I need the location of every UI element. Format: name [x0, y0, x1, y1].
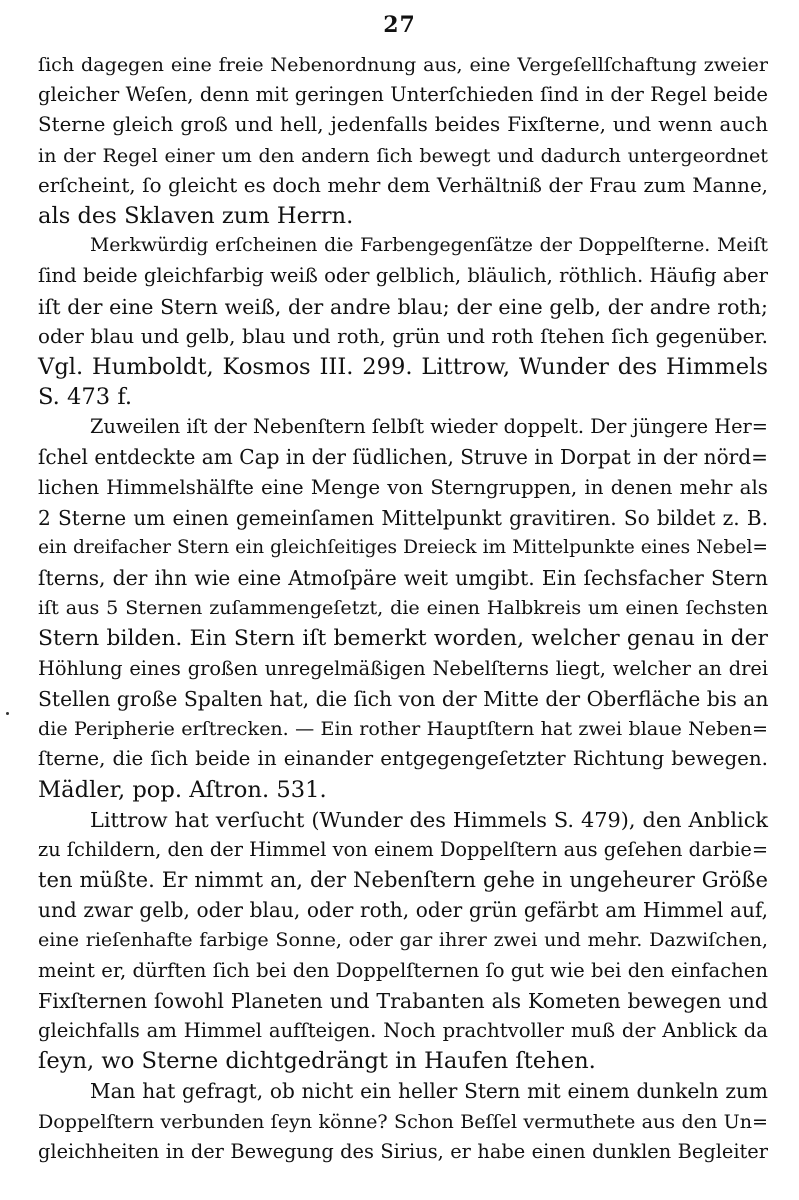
text-line: erſcheint, ſo gleicht es doch mehr dem Verhältniß der Frau zum Manne, [38, 173, 768, 197]
text-line: ſich dagegen eine freie Nebenordnung aus, eine Vergeſellſchaftung zweier [38, 53, 768, 76]
text-line: ſchel entdeckte am Cap in der ſüdlichen, Struve in Dorpat in der nörd= [38, 445, 768, 470]
text-line: zu ſchildern, den der Himmel von einem Doppelſtern aus geſehen darbie= [38, 837, 769, 861]
text-line: Mädler, pop. Aſtron. 531. [38, 776, 327, 803]
text-line: Fixſternen ſowohl Planeten und Trabanten als Kometen bewegen und [38, 988, 768, 1013]
text-line: meint er, dürften ſich bei den Doppelſternen ſo gut wie bei den einfachen [38, 958, 768, 982]
text-line: ten müßte. Er nimmt an, der Nebenſtern gehe in ungeheurer Größe [38, 867, 768, 893]
text-line: Zuweilen iſt der Nebenſtern ſelbſt wieder doppelt. Der jüngere Her= [90, 415, 768, 439]
text-line: gleicher Weſen, denn mit geringen Unterſchieden ſind in der Regel beide [38, 83, 768, 107]
text-line: S. 473 f. [38, 384, 133, 411]
text-line: Stellen große Spalten hat, die ſich von der Mitte der Oberfläche bis an [38, 686, 769, 711]
text-line: ſind beide gleichfarbig weiß oder gelblich, bläulich, röthlich. Häufig aber [38, 264, 768, 288]
text-line: gleichfalls am Himmel aufſteigen. Noch prachtvoller muß der Anblick da [38, 1019, 768, 1042]
text-line: Man hat gefragt, ob nicht ein heller Stern mit einem dunkeln zum [90, 1079, 768, 1104]
text-line: Merkwürdig erſcheinen die Farbengegenſätze der Doppelſterne. Meiſt [90, 235, 768, 257]
text-line: oder blau und gelb, blau und roth, grün und roth ſtehen ſich gegenüber. [38, 324, 768, 348]
text-line: Höhlung eines großen unregelmäßigen Nebelſterns liegt, welcher an drei [38, 656, 768, 680]
text-line: Doppelſtern verbunden ſeyn könne? Schon Beſſel vermuthete aus den Un= [38, 1109, 768, 1133]
text-line: ſterns, der ihn wie eine Atmoſpäre weit umgibt. Ein ſechsfacher Stern [38, 566, 768, 591]
text-line: Stern bilden. Ein Stern iſt bemerkt worden, welcher genau in der [38, 625, 768, 651]
text-line: die Peripherie erſtrecken. — Ein rother Hauptſtern hat zwei blaue Neben= [38, 717, 768, 741]
margin-speck [6, 712, 9, 715]
text-line: Vgl. Humboldt, Kosmos III. 299. Littrow, Wunder des Himmels [38, 353, 768, 380]
text-line: als des Sklaven zum Herrn. [38, 202, 354, 229]
text-line: iſt der eine Stern weiß, der andre blau; der eine gelb, der andre roth; [38, 294, 768, 319]
page-number: 27 [383, 12, 416, 38]
text-line: ein dreifacher Stern ein gleichſeitiges Dreieck im Mittelpunkte eines Nebel= [38, 537, 768, 558]
text-line: ſeyn, wo Sterne dichtgedrängt in Haufen ſtehen. [38, 1048, 596, 1075]
text-line: iſt aus 5 Sternen zuſammengeſetzt, die einen Halbkreis um einen ſechsten [38, 596, 768, 620]
text-line: und zwar gelb, oder blau, oder roth, oder grün gefärbt am Himmel auf, [38, 898, 768, 923]
text-line: eine rieſenhafte farbige Sonne, oder gar ihrer zwei und mehr. Dazwiſchen, [38, 928, 768, 952]
text-line: Littrow hat verſucht (Wunder des Himmels S. 479), den Anblick [90, 807, 768, 832]
text-line: in der Regel einer um den andern ſich bewegt und dadurch untergeordnet [38, 143, 768, 167]
text-line: ſterne, die ſich beide in einander entgegengeſetzter Richtung bewegen. [38, 747, 768, 771]
text-line: Sterne gleich groß und hell, jedenfalls beides Fixſterne, und wenn auch [38, 113, 768, 137]
text-line: 2 Sterne um einen gemeinſamen Mittelpunkt gravitiren. So bildet z. B. [38, 505, 768, 530]
text-line: gleichheiten in der Bewegung des Sirius, er habe einen dunklen Begleiter [38, 1139, 768, 1163]
body-text [38, 50, 768, 1167]
text-line: lichen Himmelshälfte eine Menge von Sterngruppen, in denen mehr als [38, 475, 768, 499]
